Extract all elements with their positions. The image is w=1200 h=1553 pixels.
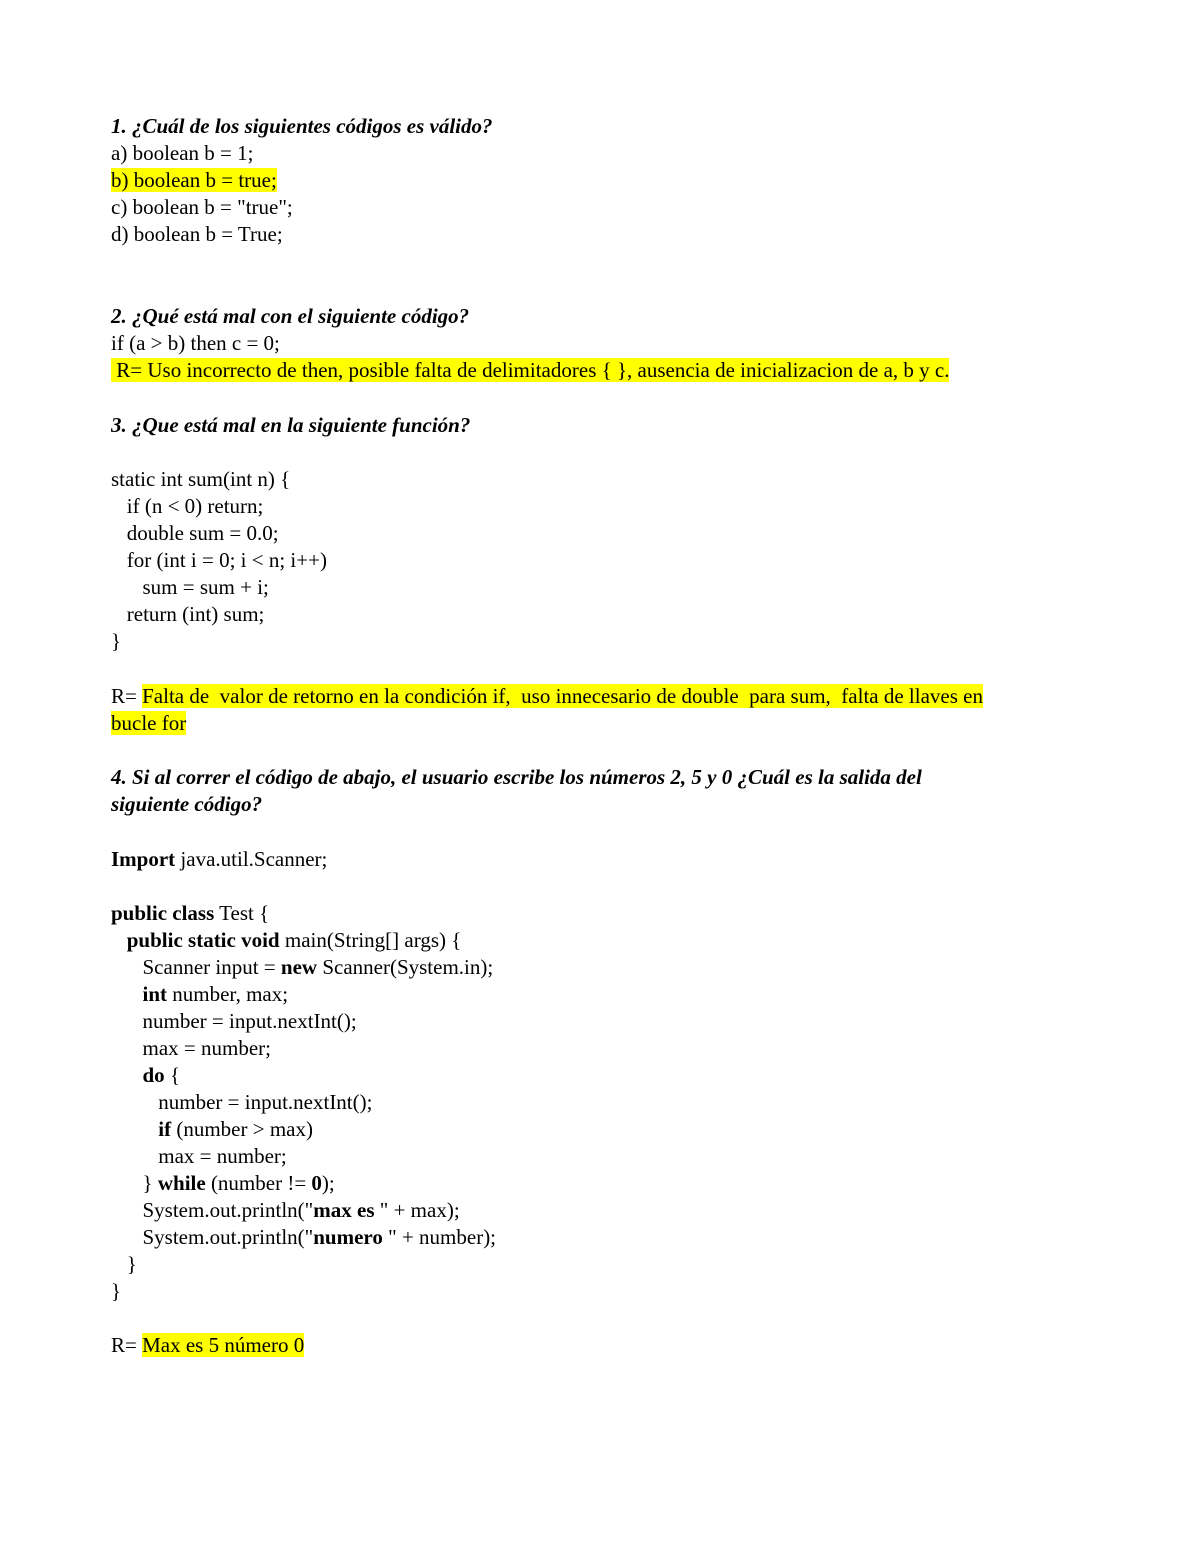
- q4-code-import: [111, 846, 327, 873]
- q3-answer-line-1: [111, 683, 983, 710]
- q3-answer-text: Falta de valor de retorno en la condición if, uso innecesario de double para sum, falta de llaves en: [142, 684, 983, 708]
- kw-if: if: [158, 1117, 172, 1141]
- code-indent: [111, 982, 143, 1006]
- q4-answer: [111, 1332, 304, 1359]
- code-text: (number !=: [205, 1171, 312, 1195]
- q4-code-inner-number: number = input.nextInt();: [111, 1090, 373, 1114]
- code-text: Test {: [214, 901, 270, 925]
- q1-option-d: d) boolean b = True;: [111, 222, 283, 246]
- q3-code-line: static int sum(int n) {: [111, 467, 291, 491]
- q4-code-close-class: }: [111, 1279, 122, 1303]
- q4-code-if: [111, 1116, 313, 1143]
- kw-do: do: [142, 1063, 165, 1087]
- question-1: 1. ¿Cuál de los siguientes códigos es válido?: [111, 114, 493, 138]
- kw-int: int: [142, 982, 168, 1006]
- code-indent: [111, 928, 127, 952]
- q3-code-line: if (n < 0) return;: [111, 494, 264, 518]
- q4-code-print-number: [111, 1224, 496, 1251]
- q4-code-max-assign: max = number;: [111, 1036, 271, 1060]
- q2-code: if (a > b) then c = 0;: [111, 331, 280, 355]
- q3-code-line: double sum = 0.0;: [111, 521, 279, 545]
- q4-code-close-main: }: [111, 1252, 137, 1276]
- code-text: Scanner(System.in);: [317, 955, 494, 979]
- q3-code-line: }: [111, 629, 122, 653]
- q1-option-a: a) boolean b = 1;: [111, 141, 254, 165]
- code-text: System.out.println(": [111, 1198, 314, 1222]
- q3-code-line: return (int) sum;: [111, 602, 265, 626]
- q3-code-line: sum = sum + i;: [111, 575, 269, 599]
- code-indent: [111, 1063, 143, 1087]
- code-indent: [111, 1117, 158, 1141]
- code-text: {: [164, 1063, 181, 1087]
- q1-option-c: c) boolean b = "true";: [111, 195, 293, 219]
- q4-code-do: [111, 1062, 180, 1089]
- kw-new: new: [280, 955, 318, 979]
- q4-code-main: [111, 927, 461, 954]
- code-text: System.out.println(": [111, 1225, 314, 1249]
- question-4: 4. Si al correr el código de abajo, el usuario escribe los números 2, 5 y 0 ¿Cuál es la salida del: [111, 765, 922, 789]
- code-text: " + max);: [374, 1198, 460, 1222]
- string-max-es: max es: [313, 1198, 375, 1222]
- kw-while: while: [157, 1171, 206, 1195]
- q4-code-int: [111, 981, 288, 1008]
- q4-code-number-assign: number = input.nextInt();: [111, 1009, 357, 1033]
- kw-public-class: public class: [111, 901, 215, 925]
- q4-code-scanner: [111, 954, 493, 981]
- q4-code-class: [111, 900, 269, 927]
- q4-answer-prefix: R=: [111, 1333, 143, 1357]
- code-text: );: [321, 1171, 335, 1195]
- while-zero: 0: [311, 1171, 322, 1195]
- question-4-cont: siguiente código?: [111, 792, 263, 816]
- q4-answer-text: Max es 5 número 0: [142, 1333, 305, 1357]
- q3-answer-prefix: R=: [111, 684, 143, 708]
- q4-code-inner-max: max = number;: [111, 1144, 287, 1168]
- q2-answer: [111, 357, 949, 384]
- q4-code-while: [111, 1170, 335, 1197]
- q3-answer-line-2: [111, 710, 186, 737]
- kw-import: Import: [111, 847, 176, 871]
- q1-option-b-text: b) boolean b = true;: [111, 168, 277, 192]
- code-text: (number > max): [171, 1117, 313, 1141]
- q3-code-line: for (int i = 0; i < n; i++): [111, 548, 327, 572]
- code-text: Scanner input =: [111, 955, 281, 979]
- q3-answer-text-cont: bucle for: [111, 711, 187, 735]
- kw-public-static-void: public static void: [126, 928, 280, 952]
- string-numero: numero: [313, 1225, 383, 1249]
- q4-code-print-max: [111, 1197, 460, 1224]
- code-text: " + number);: [382, 1225, 497, 1249]
- code-text: java.util.Scanner;: [175, 847, 328, 871]
- q2-answer-text: R= Uso incorrecto de then, posible falta de delimitadores { }, ausencia de inicializacion de a, b y c.: [111, 358, 950, 382]
- q1-option-b-highlighted: [111, 167, 277, 194]
- code-text: number, max;: [167, 982, 289, 1006]
- question-3: 3. ¿Que está mal en la siguiente función?: [111, 413, 471, 437]
- code-text: }: [111, 1171, 158, 1195]
- code-text: main(String[] args) {: [279, 928, 462, 952]
- question-2: 2. ¿Qué está mal con el siguiente código?: [111, 304, 470, 328]
